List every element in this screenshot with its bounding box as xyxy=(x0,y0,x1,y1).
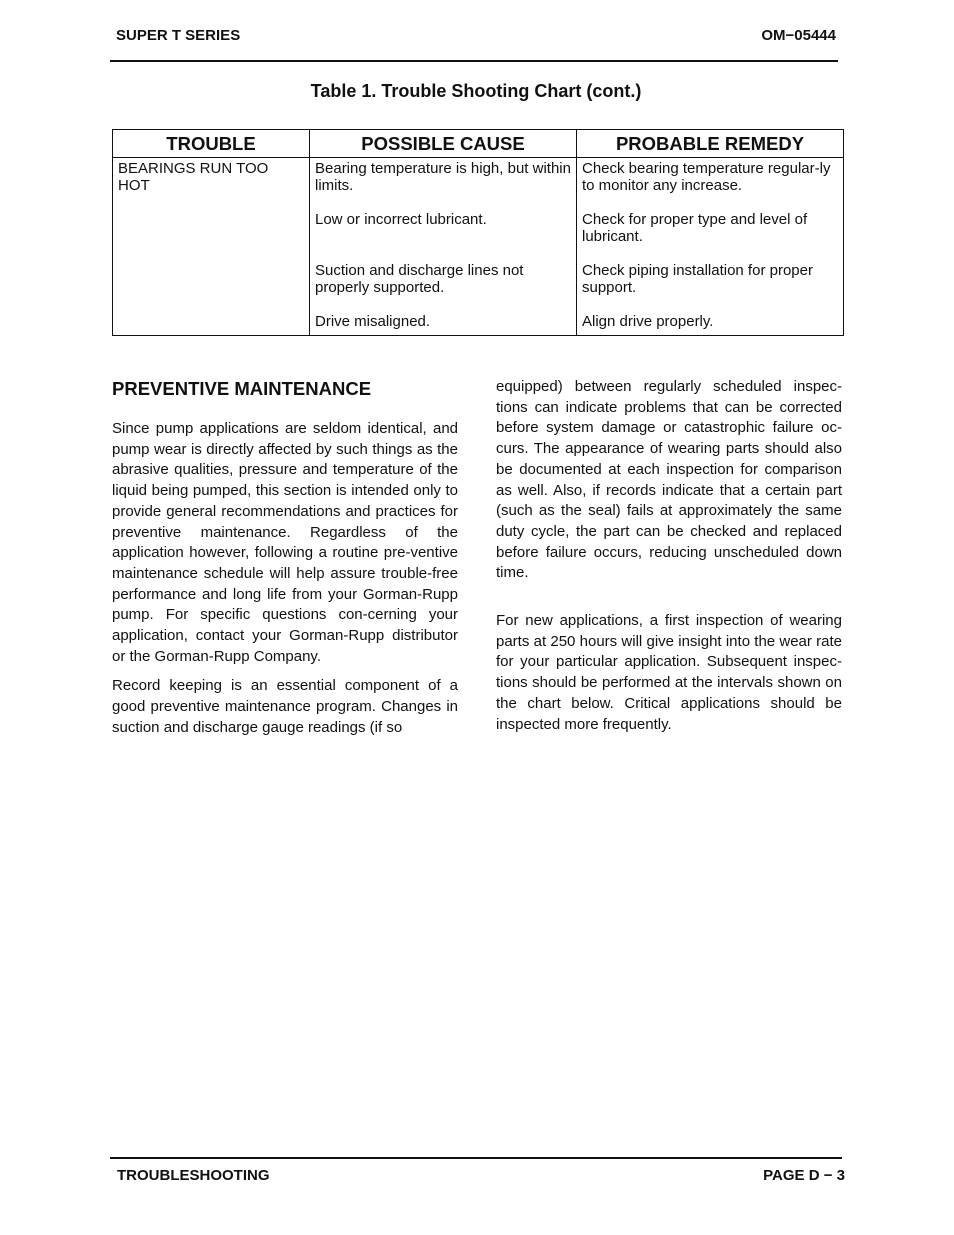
remedy-cell: Check for proper type and level of lubricant. xyxy=(582,211,808,245)
header-possible-cause: POSSIBLE CAUSE xyxy=(310,130,577,158)
cause-cell: Bearing temperature is high, but within limits. xyxy=(315,160,571,194)
series-title: SUPER T SERIES xyxy=(116,27,241,44)
trouble-cell: BEARINGS RUN TOO HOT xyxy=(118,160,269,194)
remedy-cell: Check bearing temperature regular-ly to monitor any increase. xyxy=(582,160,831,194)
trouble-shooting-table xyxy=(112,129,844,336)
cause-cell: Suction and discharge lines not properly supported. xyxy=(315,262,524,296)
right-column xyxy=(496,377,842,735)
page-header xyxy=(110,26,838,62)
cause-cell: Drive misaligned. xyxy=(315,313,431,330)
remedy-cell: Check piping installation for proper support. xyxy=(582,262,813,296)
left-column xyxy=(112,377,458,739)
header-trouble: TROUBLE xyxy=(113,130,310,158)
remedy-cell: Align drive properly. xyxy=(582,313,714,330)
section-heading: PREVENTIVE MAINTENANCE xyxy=(112,378,372,399)
table-title: Table 1. Trouble Shooting Chart (cont.) xyxy=(310,81,642,101)
body-paragraph: equipped) between regularly scheduled inspec-tions can indicate problems that can be corrected before system damage or catastrophic failure oc-curs. The appearance of wearing parts should also be documented at each inspection for comparison as well. Also, if records indicate that a certain part (such as the seal) fails at approximately the same duty cycle, the part can be checked and replaced before failure occurs, reducing unscheduled down time. xyxy=(496,378,842,582)
body-paragraph: For new applications, a first inspection of wearing parts at 250 hours will give insight into the wear rate for your particular application. Subsequent inspec-tions should be performed at the intervals shown on the chart below. Critical applications should be inspected more frequently. xyxy=(496,612,842,733)
footer-section-name: TROUBLESHOOTING xyxy=(117,1167,270,1184)
body-paragraph: Since pump applications are seldom identical, and pump wear is directly affected by such things as the abrasive qualities, pressure and temperature of the liquid being pumped, this section is intended only to provide general recommendations and practices for preventive maintenance. Regardless of the application however, following a routine pre-ventive maintenance schedule will help assure trouble-free performance and long life from your Gorman-Rupp pump. For specific questions con-cerning your application, contact your Gorman-Rupp distributor or the Gorman-Rupp Company. xyxy=(112,420,458,665)
table-header-row xyxy=(113,130,844,158)
table-row xyxy=(113,158,844,336)
header-probable-remedy: PROBABLE REMEDY xyxy=(577,130,844,158)
cause-cell: Low or incorrect lubricant. xyxy=(315,211,487,228)
document-number: OM−05444 xyxy=(761,27,836,44)
page-number: PAGE D − 3 xyxy=(763,1167,845,1184)
body-paragraph: Record keeping is an essential component of a good preventive maintenance program. Changes in suction and discharge gauge readings (if so xyxy=(112,677,458,736)
page-footer xyxy=(110,1157,845,1184)
